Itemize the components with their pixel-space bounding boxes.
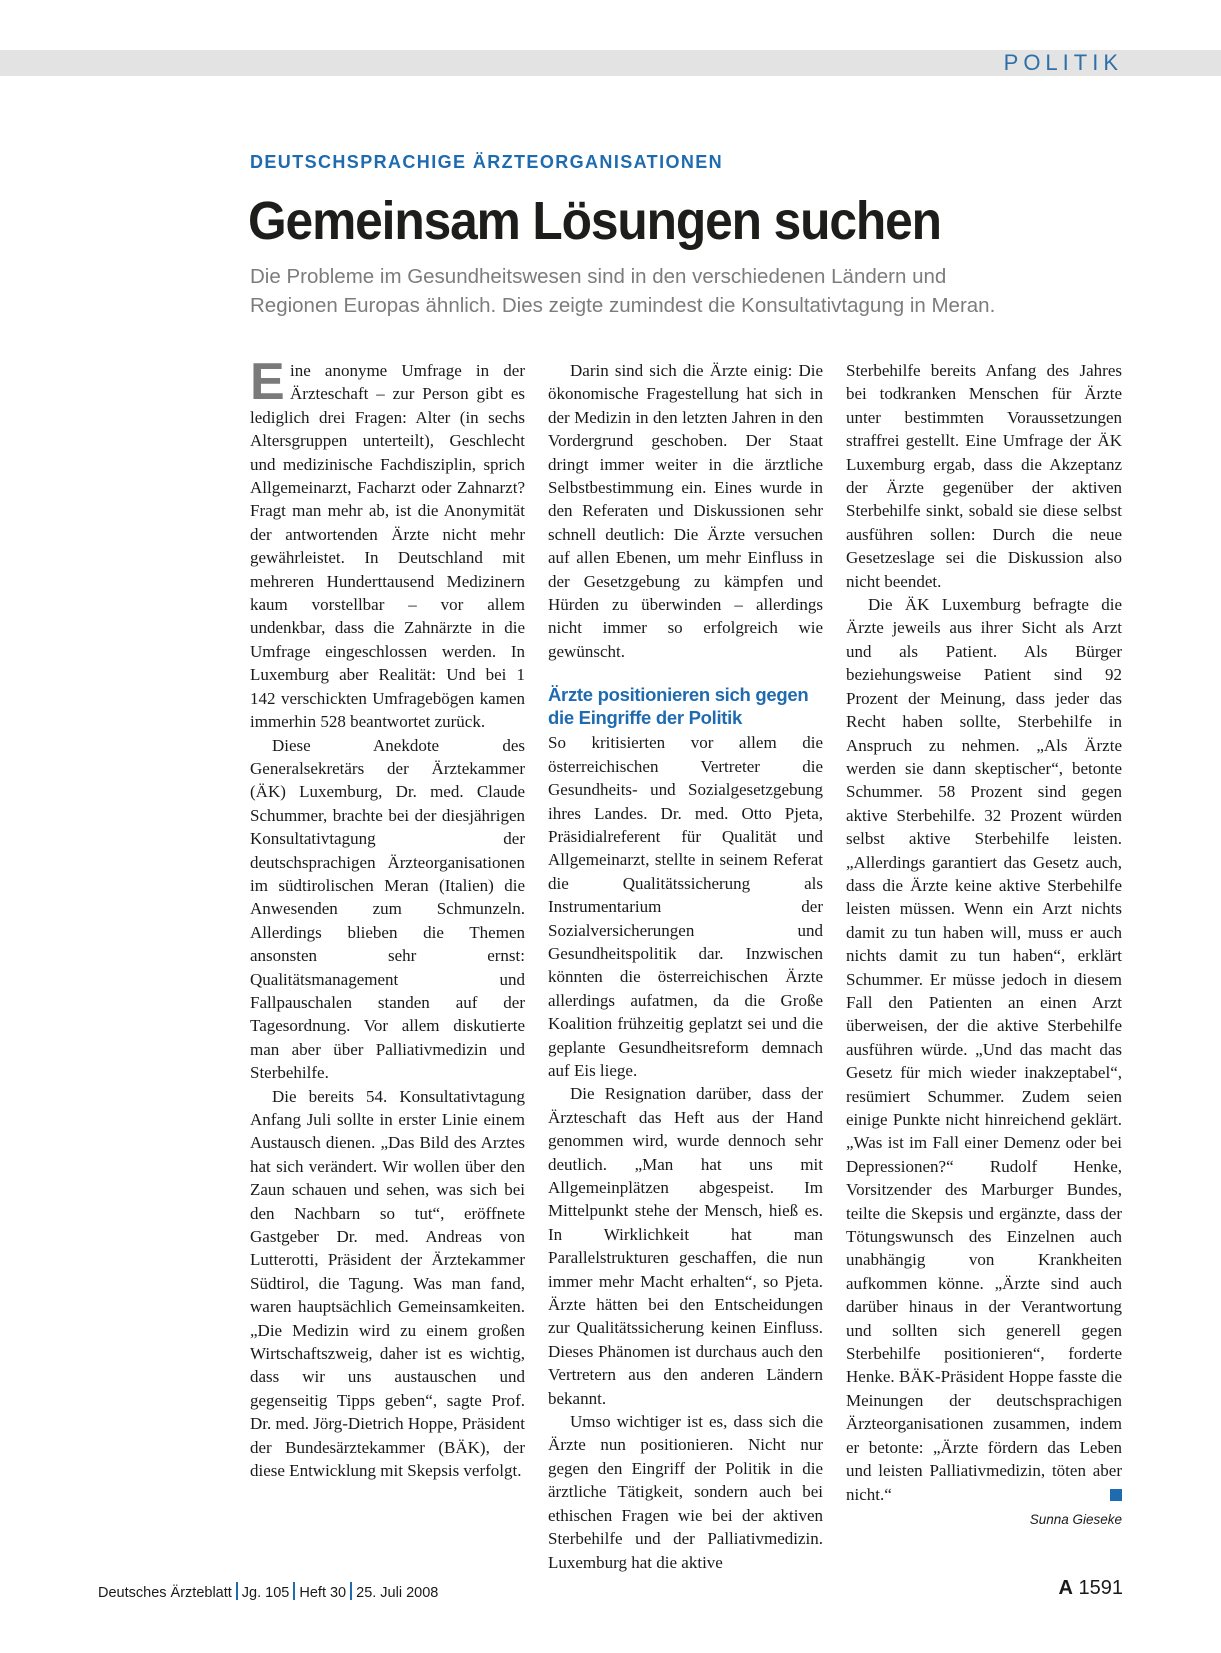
lead-line: Regionen Europas ähnlich. Dies zeigte zumindest die Konsultativtagung in Meran.	[250, 294, 996, 317]
volume: Jg. 105	[241, 1585, 290, 1601]
text-column-3	[846, 359, 1122, 1531]
section-label: POLITIK	[1003, 50, 1123, 75]
body-text: ine anonyme Umfrage in der Ärzteschaft – zur Person gibt es lediglich drei Fragen: Alter (in sechs Altersgruppen unterteilt), Geschlecht und medizinische Fachdisziplin, sprich Allgemeinarzt, Facharzt oder Zahnarzt? Fragt man mehr ab, ist die Anonymität der antwortenden Ärzte nicht mehr gewährleistet. In Deutschland mit mehreren Hunderttausend Medizinern kaum vorstellbar – vor allem undenkbar, dass die Zahnärzte in die Umfrage eingeschlossen werden. In Luxemburg aber Realität: Und bei 1 142 verschickten Umfragebögen kamen immerhin 528 beantwortet zurück.	[250, 361, 525, 732]
footer-citation	[98, 1582, 438, 1601]
subheading: Ärzte positionieren sich gegen die Eingriffe der Politik	[548, 684, 809, 729]
text-column-1	[250, 353, 525, 1483]
separator	[236, 1582, 238, 1600]
page-prefix: A	[1058, 1577, 1073, 1599]
issue: Heft 30	[299, 1585, 347, 1601]
body-paragraph	[250, 353, 525, 734]
body-paragraph	[846, 593, 1122, 1506]
journal-name: Deutsches Ärzteblatt	[98, 1585, 232, 1601]
separator	[350, 1582, 352, 1600]
body-paragraph: Darin sind sich die Ärzte einig: Die ökonomische Fragestellung hat sich in der Medizin in den letzten Jahren in den Vordergrund geschoben. Der Staat dringt immer weiter in die ärztliche Selbstbestimmung ein. Eines wurde in den Referaten und Diskussionen sehr schnell deutlich: Die Ärzte versuchen auf allen Ebenen, um mehr Einfluss in der Gesetzgebung zu kämpfen und Hürden zu überwinden – allerdings nicht immer so erfolgreich wie gewünscht.	[548, 361, 823, 661]
body-paragraph: So kritisierten vor allem die österreichischen Vertreter die Gesundheits- und Sozialgesetzgebung ihres Landes. Dr. med. Otto Pjeta, Präsidialreferent für Qualität und Allgemeinarzt, stellte in seinem Referat die Qualitätssicherung als Instrumentarium der Sozialversicherungen und Gesundheitspolitik dar. Inzwischen könnten die österreichischen Ärzte allerdings aufatmen, da die Große Koalition frühzeitig geplatzt sei und die geplante Gesundheitsreform demnach auf Eis liege.	[548, 733, 823, 1080]
kicker: DEUTSCHSPRACHIGE ÄRZTEORGANISATIONEN	[250, 152, 724, 172]
body-paragraph: Umso wichtiger ist es, dass sich die Ärzte nun positionieren. Nicht nur gegen den Eingriff der Politik in die ärztliche Tätigkeit, sondern auch bei ethischen Fragen wie bei der aktiven Sterbehilfe und der Palliativmedizin. Luxemburg hat die aktive	[548, 1412, 823, 1572]
author-byline: Sunna Gieseke	[1029, 1511, 1122, 1527]
headline: Gemeinsam Lösungen suchen	[248, 191, 941, 251]
body-text: Die ÄK Luxemburg befragte die Ärzte jeweils aus ihrer Sicht als Arzt und als Patient. Als Bürger beziehungsweise Patient sind 92 Prozent der Meinung, dass jeder das Recht haben sollte, Sterbehilfe in Anspruch zu nehmen. „Als Ärzte werden sie dann skeptischer“, betonte Schummer. 58 Prozent sind gegen aktive Sterbehilfe. 32 Prozent würden selbst aktive Sterbehilfe leisten. „Allerdings garantiert das Gesetz auch, dass die Ärzte keine aktive Sterbehilfe leisten müssen. Wenn ein Arzt nichts damit zu tun haben will, muss er auch nichts damit zu tun haben“, erklärt Schummer. Er müsse jedoch in diesem Fall den Patienten an einen Arzt überweisen, der die aktive Sterbehilfe ausführen würde. „Und das macht das Gesetz für mich wieder inakzeptabel“, resümiert Schummer. Zudem seien einige Punkte nicht hinreichend geklärt. „Was ist im Fall einer Demenz oder bei Depressionen?“ Rudolf Henke, Vorsitzender des Marburger Bundes, teilte die Skepsis und ergänzte, dass der Tötungswunsch des Einzelnen auch unabhängig von Krankheiten aufkommen könne. „Ärzte sind auch darüber hinaus in der Verantwortung und sollten sich generell gegen Sterbehilfe positionieren“, forderte Henke. BÄK-Präsident Hoppe fasste die Meinungen der deutschsprachigen Ärzteorganisationen zusammen, indem er betonte: „Ärzte fördern das Leben und leisten Palliativmedizin, töten aber nicht.“	[846, 595, 1122, 1504]
drop-cap: E	[250, 353, 285, 411]
end-mark-icon	[1110, 1489, 1122, 1501]
body-paragraph: Die bereits 54. Konsultativtagung Anfang Juli sollte in erster Linie einem Austausch dienen. „Das Bild des Arztes hat sich verändert. Wir wollen über den Zaun schauen und sehen, was sich bei den Nachbarn so tut“, eröffnete Gastgeber Dr. med. Andreas von Lutterotti, Präsident der Ärztekammer Südtirol, die Tagung. Was man fand, waren hauptsächlich Gemeinsamkeiten. „Die Medizin wird zu einem großen Wirtschaftszweig, daher ist es wichtig, dass wir uns austauschen und gegenseitig Tipps geben“, sagte Prof. Dr. med. Jörg-Dietrich Hoppe, Präsident der Bundesärztekammer (BÄK), der diese Entwicklung mit Skepsis verfolgt.	[250, 1086, 525, 1481]
page-number	[1058, 1577, 1123, 1600]
separator	[293, 1582, 295, 1600]
issue-date: 25. Juli 2008	[356, 1585, 439, 1601]
page-number-value: 1591	[1078, 1577, 1123, 1599]
body-paragraph: Diese Anekdote des Generalsekretärs der Ärztekammer (ÄK) Luxemburg, Dr. med. Claude Schummer, brachte bei der diesjährigen Konsultativtagung der deutschsprachigen Ärzteorganisationen im südtirolischen Meran (Italien) die Anwesenden zum Schmunzeln. Allerdings blieben die Themen ansonsten sehr ernst: Qualitätsmanagement und Fallpauschalen standen auf der Tagesordnung. Vor allem diskutierte man aber über Palliativmedizin und Sterbehilfe.	[250, 735, 525, 1083]
lead-line: Die Probleme im Gesundheitswesen sind in den verschiedenen Ländern und	[250, 265, 947, 288]
lead-paragraph	[250, 262, 1130, 320]
body-paragraph: Sterbehilfe bereits Anfang des Jahres bei todkranken Menschen für Ärzte unter bestimmten Voraussetzungen straffrei gestellt. Eine Umfrage der ÄK Luxemburg ergab, dass die Akzeptanz der Ärzte gegenüber der aktiven Sterbehilfe sinkt, sobald sie diese selbst ausführen sollen: Durch die neue Gesetzeslage sei die Diskussion also nicht beendet.	[846, 361, 1122, 591]
text-column-2	[548, 359, 823, 1574]
body-paragraph: Die Resignation darüber, dass der Ärzteschaft das Heft aus der Hand genommen wird, wurde dennoch sehr deutlich. „Man hat uns mit Allgemeinplätzen abgespeist. Im Mittelpunkt stehe der Mensch, hieß es. In Wirklichkeit hat man Parallelstrukturen geschaffen, die nun immer mehr Macht erhalten“, so Pjeta. Ärzte hätten bei den Entscheidungen zur Qualitätssicherung keinen Einfluss. Dieses Phänomen ist durchaus auch den Vertretern aus den anderen Ländern bekannt.	[548, 1084, 823, 1408]
